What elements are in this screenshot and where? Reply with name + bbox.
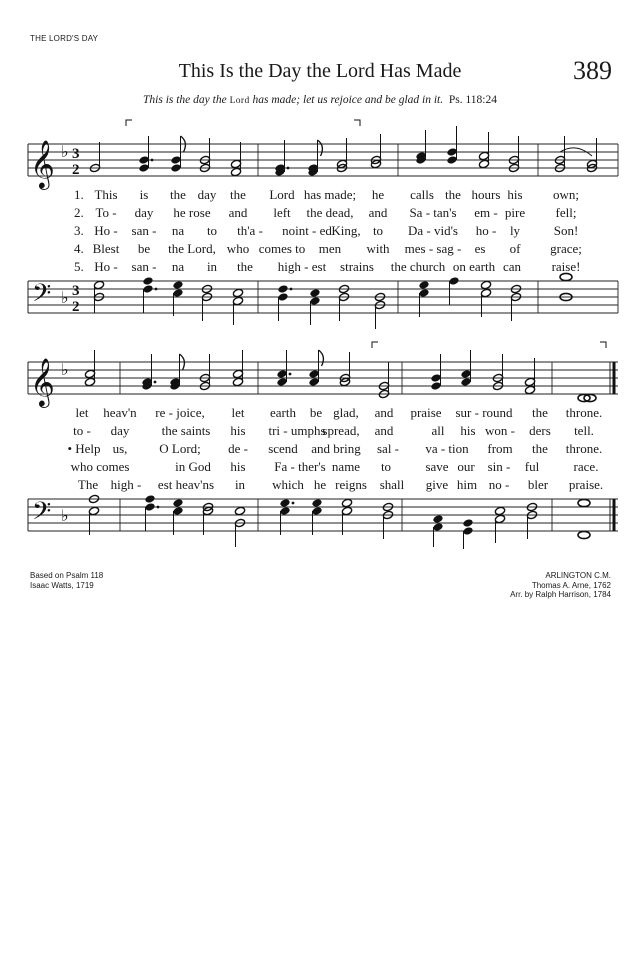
lyric-syllable: day (134, 205, 154, 220)
lyric-syllable: day (197, 187, 217, 202)
lyric-syllable: our (457, 459, 475, 474)
lyric-syllable: and bring (311, 441, 361, 456)
lyric-syllable: King, (331, 223, 361, 238)
lyric-syllable: earth (270, 405, 296, 420)
lyric-syllable: hours (471, 187, 501, 202)
system1-treble-staff (28, 120, 618, 190)
lyric-syllable: all (431, 423, 445, 438)
lyric-syllable: ho - (475, 223, 497, 238)
lyric-syllable: to (372, 223, 384, 238)
svg-text:𝄞: 𝄞 (30, 139, 55, 188)
lyric-syllable: the Lord, (168, 241, 216, 256)
verse-number: 2. (74, 205, 84, 220)
epigraph-lord: Lord (229, 96, 250, 106)
lyric-syllable: san - (131, 223, 157, 238)
lyric-syllable: from (487, 441, 513, 456)
lyric-syllable: ful (524, 459, 540, 474)
lyric-syllable: the church (390, 259, 446, 274)
lyric-syllable: his (230, 423, 246, 438)
lyric-syllable: the (445, 187, 461, 202)
lyric-syllable: he (371, 187, 385, 202)
lyric-syllable: which (272, 477, 304, 492)
credit-line: Isaac Watts, 1719 (30, 580, 94, 590)
lyric-syllable: tri - umphs (268, 423, 326, 438)
lyric-syllable: scend (268, 441, 298, 456)
lyrics-s1-verse1 (0, 187, 640, 205)
lyrics-s1-verse2 (0, 205, 640, 223)
lyric-syllable: on earth (452, 259, 496, 274)
lyric-syllable: the (532, 405, 548, 420)
lyric-syllable: his (230, 459, 246, 474)
lyric-syllable: em - (474, 205, 498, 220)
lyric-syllable: the (532, 441, 548, 456)
lyric-syllable: the (230, 187, 246, 202)
svg-text:𝄞: 𝄞 (30, 357, 55, 406)
svg-text:3: 3 (72, 283, 80, 299)
lyric-syllable: shall (379, 477, 405, 492)
lyric-syllable: high - est (277, 259, 327, 274)
lyric-syllable: fell; (555, 205, 577, 220)
lyric-syllable: comes to (258, 241, 306, 256)
lyric-syllable: he (313, 477, 327, 492)
svg-text:♭: ♭ (61, 360, 69, 379)
lyric-syllable: the dead, (306, 205, 354, 220)
lyric-syllable: Sa - tan's (409, 205, 457, 220)
lyric-syllable: O Lord; (159, 441, 201, 456)
system1-bass-staff (28, 273, 618, 329)
lyric-syllable: praise. (568, 477, 604, 492)
lyric-syllable: of (509, 241, 521, 256)
lyric-syllable: the (237, 259, 253, 274)
lyric-syllable: name (331, 459, 361, 474)
lyric-syllable: grace; (550, 241, 582, 256)
lyric-syllable: won - (485, 423, 515, 438)
lyric-syllable: is (139, 187, 149, 202)
lyric-syllable: own; (553, 187, 579, 202)
svg-text:♭: ♭ (61, 142, 69, 161)
lyric-syllable: calls (410, 187, 434, 202)
lyric-syllable: Ho - (94, 223, 118, 238)
lyric-syllable: Blest (92, 241, 120, 256)
lyric-syllable: men (318, 241, 342, 256)
lyrics-s2-verse5 (0, 477, 640, 495)
lyrics-s2-verse2 (0, 423, 640, 441)
text-credits (30, 571, 103, 590)
verse-number: 3. (74, 223, 84, 238)
lyrics-s2-verse3 (0, 441, 640, 459)
lyric-syllable: and (374, 405, 394, 420)
lyric-syllable: to (380, 459, 392, 474)
lyric-syllable: tell. (574, 423, 594, 438)
lyrics-s2-verse1 (0, 405, 640, 423)
lyric-syllable: he rose (173, 205, 211, 220)
lyric-syllable: mes - sag - (404, 241, 462, 256)
lyric-syllable: noint - ed (282, 223, 332, 238)
svg-text:3: 3 (72, 146, 80, 162)
lyric-syllable: spread, (322, 423, 360, 438)
lyric-syllable: to - (73, 423, 91, 438)
lyric-syllable: sin - (487, 459, 511, 474)
system2-treble-staff (28, 342, 618, 408)
lyric-syllable: th'a - (237, 223, 263, 238)
lyric-syllable: throne. (565, 405, 603, 420)
lyric-syllable: who comes (70, 459, 130, 474)
lyric-syllable: praise (410, 405, 442, 420)
lyric-syllable: The (77, 477, 99, 492)
lyric-syllable: re - joice, (155, 405, 205, 420)
lyric-syllable: bler (527, 477, 549, 492)
lyric-syllable: in God (175, 459, 211, 474)
credit-line: Based on Psalm 118 (30, 571, 104, 580)
lyric-syllable: Da - vid's (407, 223, 459, 238)
lyric-syllable: high - (110, 477, 142, 492)
lyric-syllable: strains (340, 259, 374, 274)
lyric-syllable: no - (488, 477, 510, 492)
lyric-syllable: in (206, 259, 218, 274)
lyric-syllable: has made; (303, 187, 357, 202)
lyric-syllable: day (110, 423, 130, 438)
svg-text:2: 2 (72, 162, 80, 178)
lyric-syllable: with (366, 241, 390, 256)
lyric-syllable: let (75, 405, 89, 420)
lyric-syllable: ly (509, 223, 521, 238)
lyric-syllable: est heav'ns (157, 477, 215, 492)
lyric-syllable: ders (529, 423, 551, 438)
lyric-syllable: Son! (553, 223, 579, 238)
svg-text:♭: ♭ (61, 288, 69, 307)
lyrics-s1-verse3 (0, 223, 640, 241)
lyric-syllable: throne. (565, 441, 603, 456)
lyric-syllable: his (460, 423, 476, 438)
lyric-syllable: pire (504, 205, 526, 220)
lyric-syllable: glad, (333, 405, 359, 420)
lyric-syllable: Ho - (94, 259, 118, 274)
lyric-syllable: race. (573, 459, 599, 474)
credit-line: Thomas A. Arne, 1762 (531, 580, 611, 590)
lyric-syllable: reigns (335, 477, 367, 492)
lyric-syllable: san - (131, 259, 157, 274)
lyric-syllable: and (374, 423, 394, 438)
lyric-syllable: save (425, 459, 449, 474)
lyric-syllable: heav'n (103, 405, 137, 420)
svg-text:2: 2 (72, 299, 80, 315)
svg-text:𝄢: 𝄢 (32, 279, 52, 314)
lyric-syllable: give (425, 477, 449, 492)
lyric-syllable: na (171, 259, 185, 274)
lyric-syllable: be (309, 405, 323, 420)
section-label: THE LORD'S DAY (30, 34, 99, 43)
system2-bass-staff (28, 494, 618, 549)
lyric-syllable: let (231, 405, 245, 420)
lyric-syllable: va - tion (425, 441, 469, 456)
lyric-syllable: na (171, 223, 185, 238)
lyric-syllable: es (474, 241, 486, 256)
lyric-syllable: in (234, 477, 246, 492)
lyric-syllable: raise! (551, 259, 581, 274)
lyric-syllable: his (507, 187, 523, 202)
lyric-syllable: de - (228, 441, 248, 456)
lyric-syllable: him (456, 477, 478, 492)
lyric-syllable: and (228, 205, 248, 220)
lyric-syllable: This (94, 187, 118, 202)
svg-text:𝄢: 𝄢 (32, 497, 52, 532)
lyric-syllable: left (273, 205, 291, 220)
lyric-syllable: To - (95, 205, 117, 220)
lyric-syllable: Fa - ther's (274, 459, 326, 474)
epigraph-text-2: has made; let us rejoice and be glad in it. (249, 94, 444, 106)
tune-credits (510, 571, 611, 600)
svg-text:♭: ♭ (61, 506, 69, 525)
verse-number: 4. (74, 241, 84, 256)
lyric-syllable: sur - round (455, 405, 513, 420)
lyric-syllable: to (206, 223, 218, 238)
lyric-syllable: who (226, 241, 250, 256)
verse-number: 1. (74, 187, 84, 202)
lyric-syllable: Lord (269, 187, 295, 202)
lyric-syllable: and (368, 205, 388, 220)
lyrics-s2-verse4 (0, 459, 640, 477)
lyric-syllable: us, (112, 441, 128, 456)
hymn-number: 389 (573, 56, 612, 85)
lyric-syllable: can (502, 259, 522, 274)
lyric-syllable: the (170, 187, 186, 202)
epigraph-reference: Ps. 118:24 (448, 94, 497, 106)
lyrics-s1-verse4 (0, 241, 640, 259)
lyric-syllable: the saints (161, 423, 211, 438)
hymn-title: This Is the Day the Lord Has Made (178, 60, 462, 82)
lyric-syllable: • Help (67, 441, 101, 456)
lyric-syllable: be (137, 241, 151, 256)
epigraph-text-1: This is the day the (143, 94, 230, 106)
verse-number: 5. (74, 259, 84, 274)
lyrics-s1-verse5 (0, 259, 640, 277)
credit-line: Arr. by Ralph Harrison, 1784 (510, 590, 611, 599)
lyric-syllable: sal - (376, 441, 400, 456)
credit-line: ARLINGTON C.M. (545, 571, 611, 580)
